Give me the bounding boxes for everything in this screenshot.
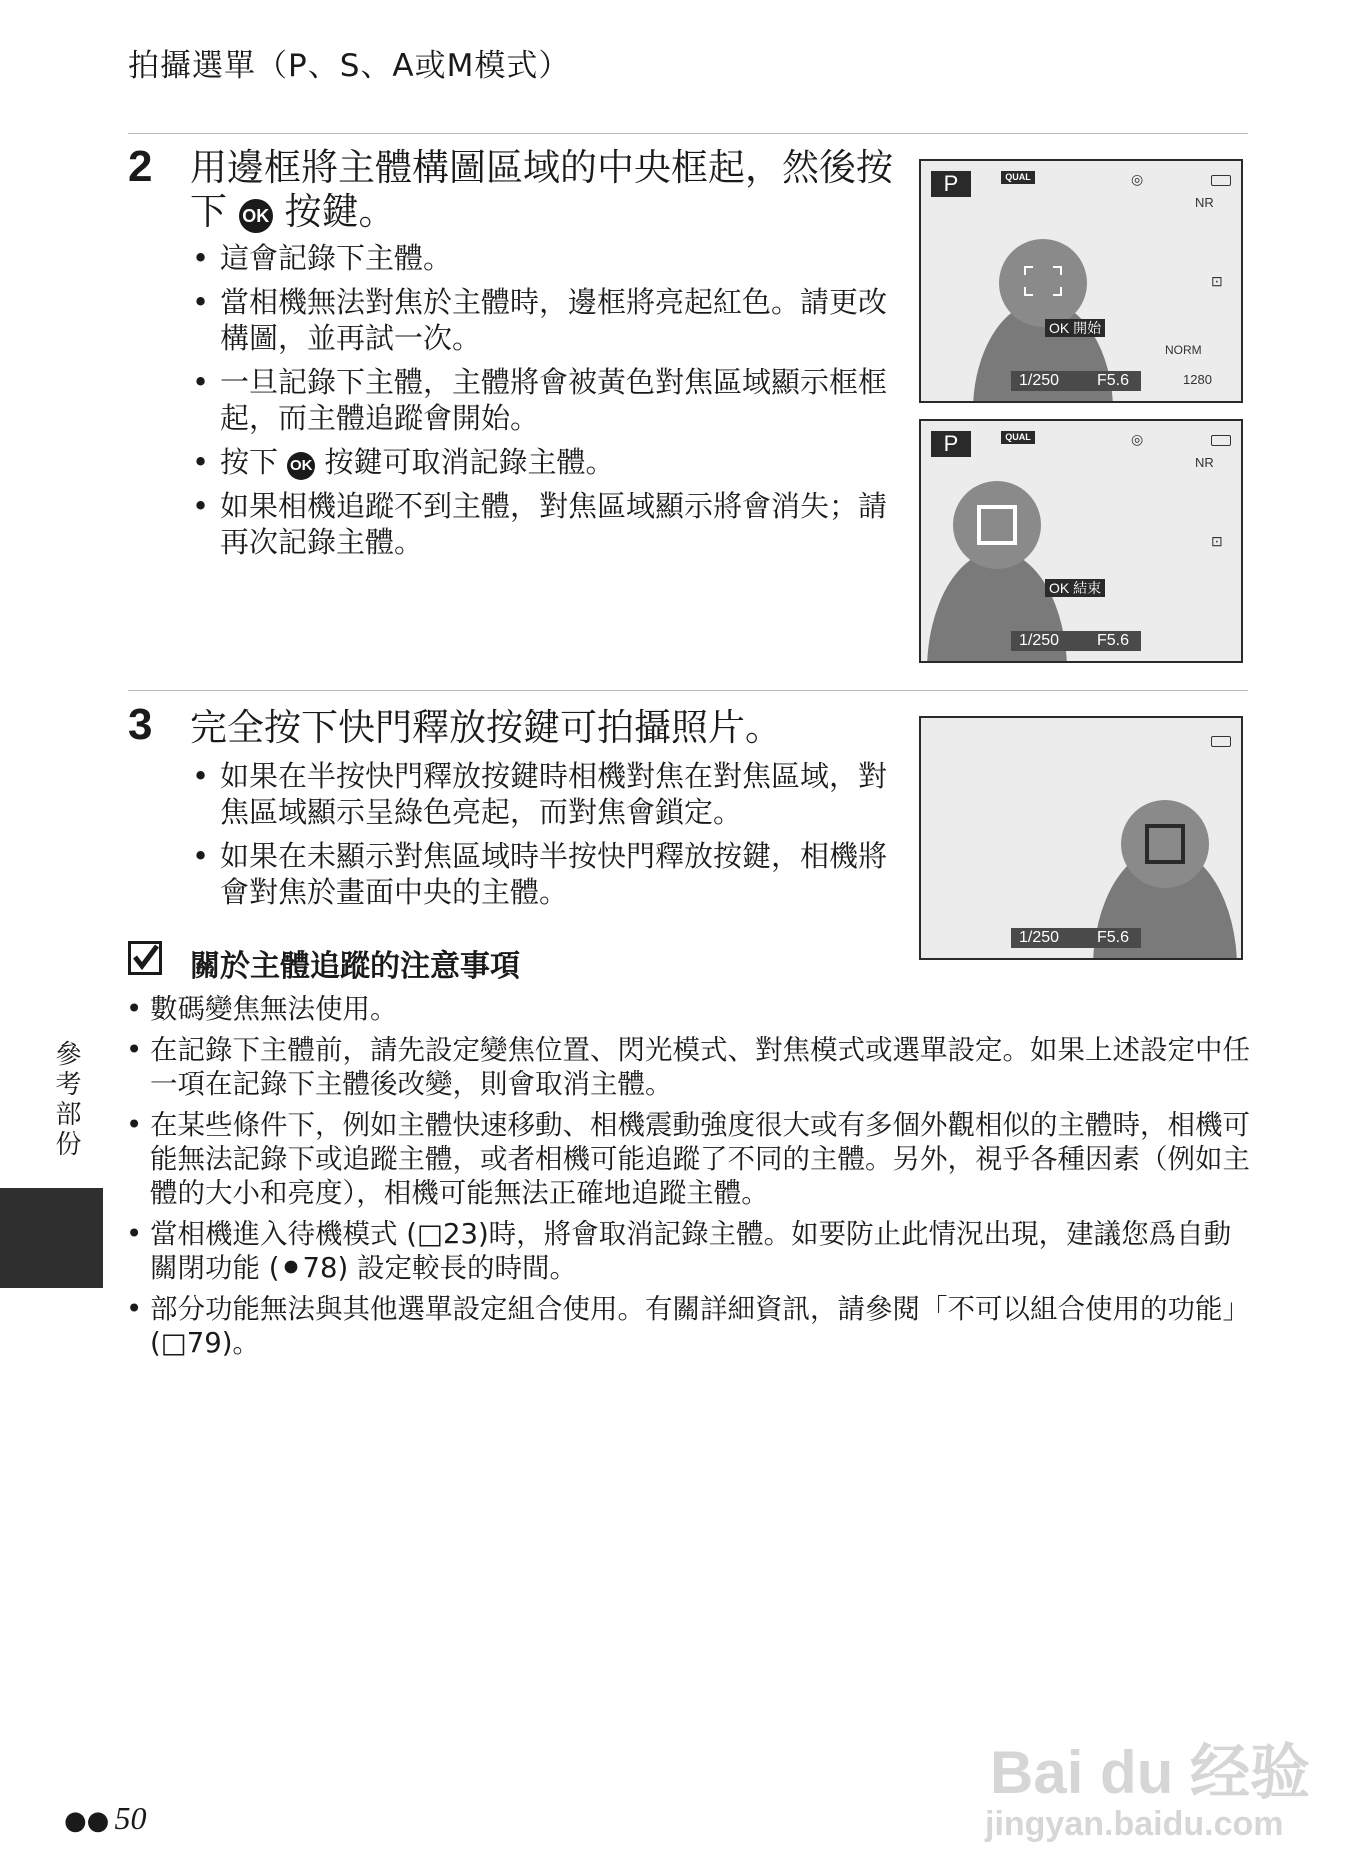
- divider: [128, 690, 1248, 691]
- page-header: 拍攝選單（P、S、A或M模式）: [128, 48, 571, 84]
- list-item: • 在記錄下主體前，請先設定變焦位置、閃光模式、對焦模式或選單設定。如果上述設定中任一項在記錄下主體後改變，則會取消主體。: [124, 1033, 1254, 1101]
- subject-silhouette: [921, 161, 1241, 401]
- list-item: • 部分功能無法與其他選單設定組合使用。有關詳細資訊，請參閱「不可以組合使用的功能」(□79)。: [124, 1292, 1254, 1360]
- watermark-logo: Bai du 经验: [990, 1739, 1311, 1806]
- list-item: • 如果在半按快門釋放按鍵時相機對焦在對焦區域，對焦區域顯示呈綠色亮起，而對焦會鎖定。: [190, 758, 890, 830]
- list-item: • 按下 OK 按鍵可取消記錄主體。: [190, 444, 890, 480]
- mode-badge: P: [931, 171, 971, 197]
- note-bullets: [124, 992, 1254, 1367]
- watermark-url: jingyan.baidu.com: [985, 1805, 1284, 1843]
- exposure-info: 1/250 F5.6: [1011, 928, 1141, 948]
- camera-screen-focus-lock: [919, 716, 1243, 960]
- noise-reduction-icon: NR: [1195, 455, 1214, 470]
- metering-icon: ⊡: [1211, 273, 1223, 289]
- list-item: • 一旦記錄下主體，主體將會被黃色對焦區域顯示框框起，而主體追蹤會開始。: [190, 364, 890, 436]
- list-item: • 這會記錄下主體。: [190, 240, 890, 276]
- battery-icon: [1211, 175, 1231, 186]
- note-title: 關於主體追蹤的注意事項: [190, 949, 520, 984]
- divider: [128, 133, 1248, 134]
- step-number: 2: [128, 142, 153, 191]
- vr-icon: ◎: [1131, 431, 1144, 447]
- subject-silhouette: [921, 718, 1241, 958]
- list-item: • 如果相機追蹤不到主體，對焦區域顯示將會消失；請再次記錄主體。: [190, 488, 890, 560]
- quality-icon: QUAL: [1001, 431, 1035, 444]
- subject-silhouette: [921, 421, 1241, 661]
- exposure-info: 1/250 F5.6: [1011, 371, 1141, 391]
- ok-button-icon: OK: [239, 199, 273, 233]
- camera-screen-registering: [919, 159, 1243, 403]
- vr-icon: ◎: [1131, 171, 1144, 187]
- page-number: ●● 50: [64, 1800, 147, 1836]
- step-number: 3: [128, 700, 153, 749]
- step-title: 完全按下快門釋放按鍵可拍攝照片。: [190, 706, 782, 749]
- step-bullets: [190, 240, 890, 568]
- list-item: • 在某些條件下，例如主體快速移動、相機震動強度很大或有多個外觀相似的主體時，相機可能無法記錄下或追蹤主體，或者相機可能追蹤了不同的主體。另外，視乎各種因素（例如主體的大小和亮度），相機可能無法正確地追蹤主體。: [124, 1108, 1254, 1210]
- list-item: • 當相機無法對焦於主體時，邊框將亮起紅色。請更改構圖，並再試一次。: [190, 284, 890, 356]
- ok-button-icon: OK: [287, 452, 315, 480]
- list-item: • 當相機進入待機模式 (□23)時，將會取消記錄主體。如要防止此情況出現，建議您爲自動關閉功能 (⚫78) 設定較長的時間。: [124, 1217, 1254, 1285]
- mode-badge: P: [931, 431, 971, 457]
- quality-icon: QUAL: [1001, 171, 1035, 184]
- battery-icon: [1211, 435, 1231, 446]
- step-title-line: 下 OK 按鍵。: [190, 190, 396, 233]
- metering-icon: ⊡: [1211, 533, 1223, 549]
- battery-icon: [1211, 736, 1231, 747]
- ok-status: OK 結束: [1045, 579, 1105, 597]
- section-tab: [0, 1188, 103, 1288]
- section-label: 參考部份: [51, 1040, 81, 1160]
- exposure-info: 1/250 F5.6: [1011, 631, 1141, 651]
- image-size: 1280: [1183, 372, 1212, 387]
- list-item: • 數碼變焦無法使用。: [124, 992, 1254, 1026]
- step-bullets: [190, 758, 890, 918]
- ok-status: OK 開始: [1045, 319, 1105, 337]
- reference-icon: ●●: [64, 1806, 110, 1836]
- noise-reduction-icon: NR: [1195, 195, 1214, 210]
- step-title: [190, 146, 950, 234]
- norm-icon: NORM: [1165, 343, 1202, 357]
- camera-screen-tracking: [919, 419, 1243, 663]
- step-title-line: 用邊框將主體構圖區域的中央框起，然後按: [190, 146, 893, 189]
- list-item: • 如果在未顯示對焦區域時半按快門釋放按鍵，相機將會對焦於畫面中央的主體。: [190, 838, 890, 910]
- checkmark-icon: [128, 941, 162, 975]
